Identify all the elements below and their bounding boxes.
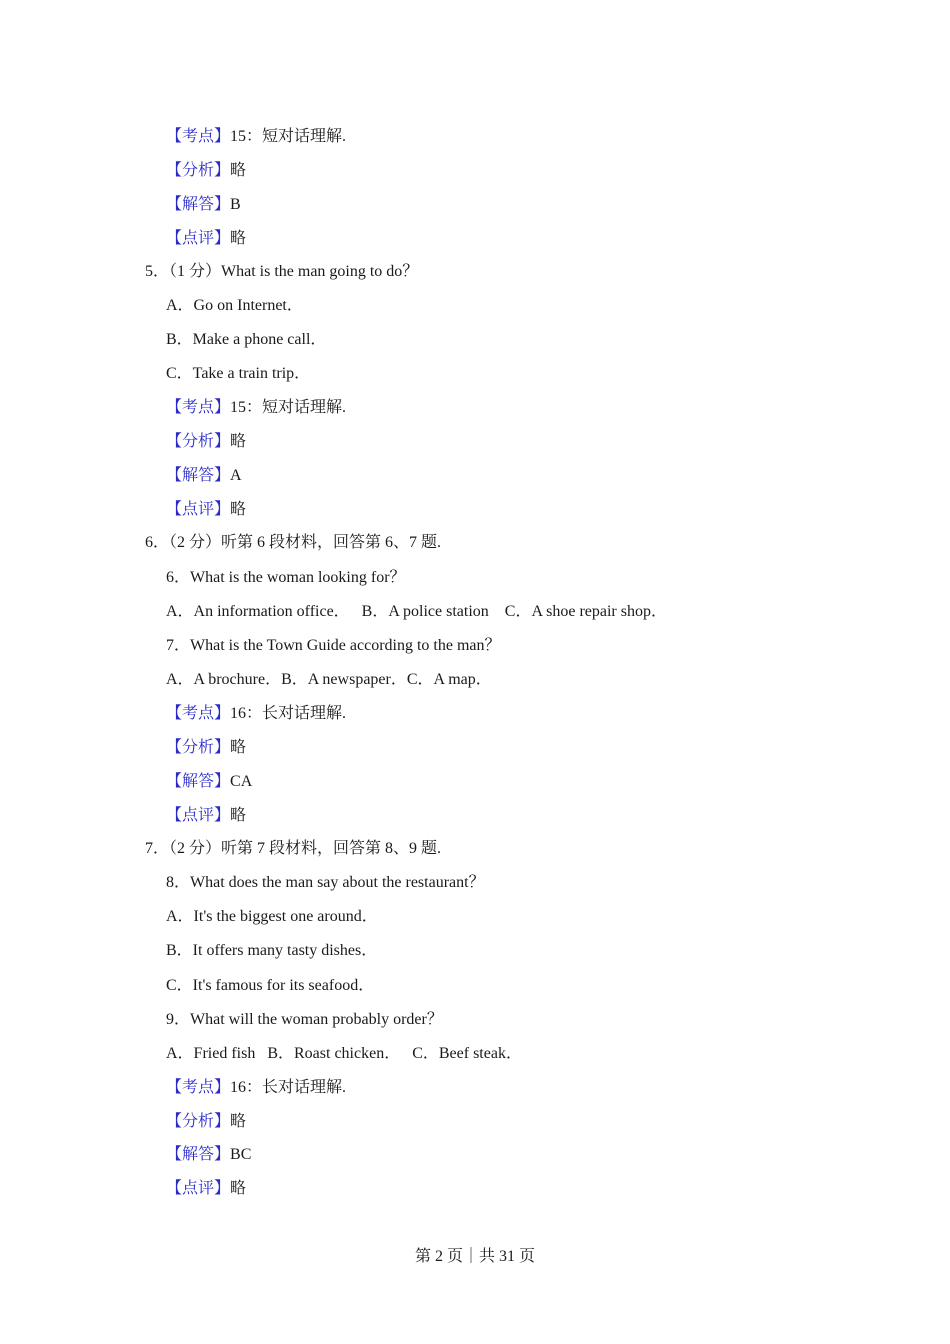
annotation-line	[166, 1112, 246, 1132]
line-text: 9．What will the woman probably order？	[166, 1011, 443, 1028]
line-text: BC	[230, 1146, 252, 1163]
line-text: A．A brochure．B．A newspaper．C．A map．	[166, 671, 492, 688]
line-text: A．Fried fish B．Roast chicken． C．Beef steak．	[166, 1045, 522, 1062]
annotation-tag: 【点评】	[166, 807, 231, 824]
line-text: B．Make a phone call．	[166, 331, 327, 348]
question-line	[166, 296, 303, 316]
question-line	[166, 364, 310, 384]
line-text: CA	[230, 773, 253, 790]
annotation-tag: 【解答】	[166, 1146, 231, 1163]
annotation-tag: 【考点】	[166, 399, 231, 416]
line-text: 16：长对话理解.	[230, 705, 347, 722]
line-text: 15：短对话理解.	[230, 128, 347, 145]
line-text: A．It's the biggest one around．	[166, 908, 378, 925]
annotation-tag: 【分析】	[166, 162, 231, 179]
line-text: C．Take a train trip．	[166, 365, 311, 382]
question-line	[166, 907, 378, 927]
annotation-tag: 【点评】	[166, 501, 231, 518]
line-text: 7．What is the Town Guide according to the man？	[166, 637, 501, 654]
line-text: A	[230, 467, 242, 484]
annotation-tag: 【点评】	[166, 1180, 231, 1197]
annotation-tag: 【考点】	[166, 128, 231, 145]
line-text: 略	[230, 1113, 247, 1130]
annotation-tag: 【解答】	[166, 467, 231, 484]
line-text: B．It offers many tasty dishes．	[166, 942, 378, 959]
annotation-tag: 【考点】	[166, 705, 231, 722]
line-text: 8．What does the man say about the restaurant？	[166, 874, 485, 891]
annotation-line	[166, 738, 246, 758]
annotation-line	[166, 772, 252, 792]
page-footer: 第 2 页｜共 31 页	[414, 1248, 535, 1265]
question-line	[145, 839, 441, 859]
line-text: 略	[230, 433, 247, 450]
line-text: 15：短对话理解.	[230, 399, 347, 416]
annotation-line	[166, 195, 241, 215]
question-line	[166, 330, 326, 350]
annotation-tag: 【考点】	[166, 1079, 231, 1096]
line-text: A．An information office． B．A police station C．A shoe repair shop．	[166, 603, 667, 620]
question-line	[166, 568, 406, 588]
line-text: C．It's famous for its seafood．	[166, 977, 375, 994]
annotation-line	[166, 500, 246, 520]
annotation-line	[166, 466, 242, 486]
annotation-tag: 【点评】	[166, 230, 231, 247]
annotation-line	[166, 1179, 246, 1199]
line-text: 略	[230, 501, 247, 518]
annotation-line	[166, 1078, 346, 1098]
question-line	[145, 262, 418, 282]
question-line	[166, 1010, 443, 1030]
line-text: 略	[230, 230, 247, 247]
question-line	[166, 976, 374, 996]
annotation-tag: 【解答】	[166, 196, 231, 213]
line-text: B	[230, 196, 241, 213]
annotation-tag: 【分析】	[166, 433, 231, 450]
annotation-tag: 【分析】	[166, 739, 231, 756]
line-text: 略	[230, 162, 247, 179]
question-line	[145, 533, 441, 553]
line-text: 16：长对话理解.	[230, 1079, 347, 1096]
annotation-line	[166, 398, 346, 418]
line-text: 6．（2 分）听第 6 段材料，回答第 6、7 题.	[145, 534, 442, 551]
annotation-line	[166, 806, 246, 826]
annotation-tag: 【解答】	[166, 773, 231, 790]
annotation-line	[166, 704, 346, 724]
line-text: 略	[230, 739, 247, 756]
line-text: 7．（2 分）听第 7 段材料，回答第 8、9 题.	[145, 840, 442, 857]
question-line	[166, 670, 492, 690]
question-line	[166, 941, 377, 961]
annotation-line	[166, 432, 246, 452]
question-line	[166, 636, 501, 656]
annotation-line	[166, 1145, 251, 1165]
annotation-line	[166, 161, 246, 181]
question-line	[166, 873, 485, 893]
line-text: A．Go on Internet．	[166, 297, 303, 314]
line-text: 略	[230, 807, 247, 824]
question-line	[166, 1044, 522, 1064]
line-text: 略	[230, 1180, 247, 1197]
annotation-line	[166, 127, 346, 147]
line-text: 5．（1 分）What is the man going to do？	[145, 263, 419, 280]
line-text: 6．What is the woman looking for？	[166, 569, 406, 586]
annotation-line	[166, 229, 246, 249]
question-line	[166, 602, 667, 622]
annotation-tag: 【分析】	[166, 1113, 231, 1130]
